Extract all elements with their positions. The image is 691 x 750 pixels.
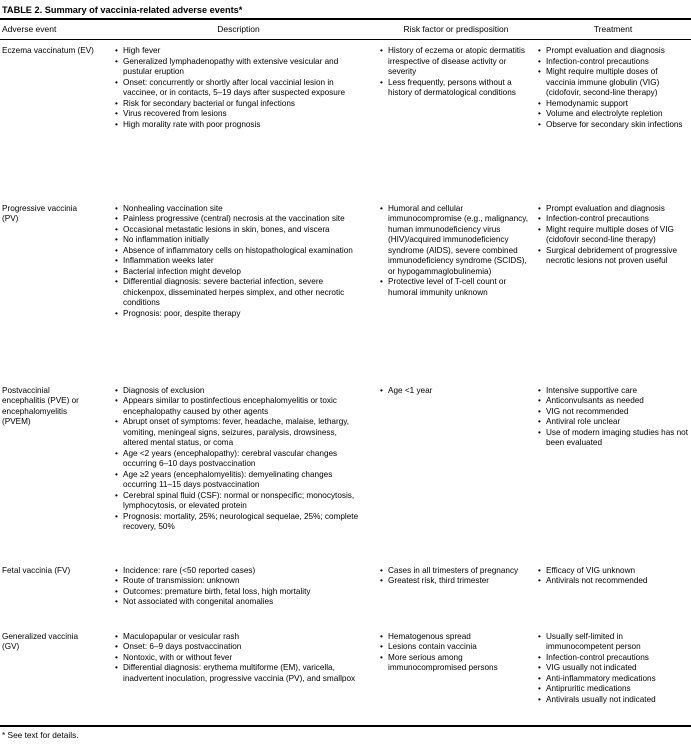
bullet-item: • Prompt evaluation and diagnosis — [538, 46, 689, 57]
bullet-item: • Painless progressive (central) necrosis at the vaccination site — [115, 214, 363, 225]
treatment-cell — [535, 40, 691, 198]
adverse-events-table — [0, 18, 691, 727]
bullet-item: • Usually self-limited in immunocompetent person — [538, 632, 689, 653]
bullet-item: • Antipruritic medications — [538, 684, 689, 695]
table-row — [0, 40, 691, 198]
treatment-bullet-list — [538, 566, 689, 587]
bullet-item: • Efficacy of VIG unknown — [538, 566, 689, 577]
table-row — [0, 198, 691, 380]
bullet-item: • Observe for secondary skin infections — [538, 120, 689, 131]
bullet-item: • Prompt evaluation and diagnosis — [538, 204, 689, 215]
bullet-item: • Humoral and cellular immunocompromise (e.g., malignancy, human immunodeficiency virus (HIV)/acquired immunodeficiency syndrome (AIDS), severe combined immunodeficiency syndrome (SCIDS), or hypogammaglobulinemia) — [380, 204, 529, 278]
description-cell — [100, 560, 377, 626]
bullet-item: • Onset: concurrently or shortly after local vaccinial lesion in vaccinee, or in contacts, 5–19 days after suspected exposure — [115, 78, 363, 99]
bullet-item: • VIG usually not indicated — [538, 663, 689, 674]
adverse-event-cell: Progressive vaccinia (PV) — [2, 203, 78, 223]
bullet-item: • Surgical debridement of progressive necrotic lesions not proven useful — [538, 246, 689, 267]
table-body — [0, 40, 691, 726]
bullet-item: • Route of transmission: unknown — [115, 576, 363, 587]
bullet-item: • Protective level of T-cell count or humoral immunity unknown — [380, 277, 529, 298]
risk-factor-cell — [377, 380, 535, 560]
bullet-item: • Prognosis: mortality, 25%; neurological sequelae, 25%; complete recovery, 50% — [115, 512, 363, 533]
bullet-item: • Onset: 6–9 days postvaccination — [115, 642, 363, 653]
bullet-item: • VIG not recommended — [538, 407, 689, 418]
bullet-item: • Incidence: rare (<50 reported cases) — [115, 566, 363, 577]
risk-factor-cell — [377, 560, 535, 626]
bullet-item: • Nonhealing vaccination site — [115, 204, 363, 215]
treatment-bullet-list — [538, 386, 689, 449]
adverse-event-cell: Postvaccinial encephalitis (PVE) or encephalomyelitis (PVEM) — [2, 385, 79, 426]
description-bullet-list — [115, 566, 363, 608]
bullet-item: • Inflammation weeks later — [115, 256, 363, 267]
bullet-item: • Age <2 years (encephalopathy): cerebral vascular changes occurring 6–10 days postvaccination — [115, 449, 363, 470]
bullet-item: • Volume and electrolyte repletion — [538, 109, 689, 120]
bullet-item: • Appears similar to postinfectious encephalomyelitis or toxic encephalopathy caused by other agents — [115, 396, 363, 417]
bullet-item: • Infection-control precautions — [538, 653, 689, 664]
table-row — [0, 626, 691, 726]
bullet-item: • Absence of inflammatory cells on histopathological examination — [115, 246, 363, 257]
treatment-cell — [535, 560, 691, 626]
treatment-cell — [535, 380, 691, 560]
risk-factor-bullet-list — [380, 386, 529, 397]
bullet-item: • Age <1 year — [380, 386, 529, 397]
bullet-item: • Intensive supportive care — [538, 386, 689, 397]
bullet-item: • Might require multiple doses of vaccinia immune globulin (VIG) (cidofovir, second-line therapy) — [538, 67, 689, 99]
bullet-item: • Bacterial infection might develop — [115, 267, 363, 278]
risk-factor-cell — [377, 40, 535, 198]
col-header-risk-factor: Risk factor or predisposition — [377, 19, 535, 40]
bullet-item: • Prognosis: poor, despite therapy — [115, 309, 363, 320]
adverse-event-cell: Eczema vaccinatum (EV) — [2, 46, 94, 55]
adverse-event-cell: Generalized vaccinia (GV) — [2, 631, 79, 651]
bullet-item: • High morality rate with poor prognosis — [115, 120, 363, 131]
risk-factor-bullet-list — [380, 46, 529, 99]
treatment-cell — [535, 626, 691, 726]
bullet-item: • Antiviral role unclear — [538, 417, 689, 428]
bullet-item: • Diagnosis of exclusion — [115, 386, 363, 397]
bullet-item: • Cerebral spinal fluid (CSF): normal or nonspecific; monocytosis, lymphocytosis, or elevated protein — [115, 491, 363, 512]
description-bullet-list — [115, 46, 363, 130]
col-header-treatment: Treatment — [535, 19, 691, 40]
description-bullet-list — [115, 632, 363, 685]
bullet-item: • More serious among immunocompromised persons — [380, 653, 529, 674]
bullet-item: • Anticonvulsants as needed — [538, 396, 689, 407]
description-cell — [100, 40, 377, 198]
risk-factor-bullet-list — [380, 566, 529, 587]
bullet-item: • Hematogenous spread — [380, 632, 529, 643]
bullet-item: • Nontoxic, with or without fever — [115, 653, 363, 664]
bullet-item: • History of eczema or atopic dermatitis irrespective of disease activity or severity — [380, 46, 529, 78]
bullet-item: • High fever — [115, 46, 363, 57]
description-cell — [100, 380, 377, 560]
adverse-event-cell: Fetal vaccinia (FV) — [2, 565, 71, 575]
bullet-item: • Less frequently, persons without a history of dermatological conditions — [380, 78, 529, 99]
risk-factor-bullet-list — [380, 204, 529, 299]
bullet-item: • Cases in all trimesters of pregnancy — [380, 566, 529, 577]
table-title: TABLE 2. Summary of vaccinia-related adverse events* — [2, 5, 243, 15]
bullet-item: • Virus recovered from lesions — [115, 109, 363, 120]
bullet-item: • Infection-control precautions — [538, 214, 689, 225]
bullet-item: • Outcomes: premature birth, fetal loss, high mortality — [115, 587, 363, 598]
bullet-item: • Risk for secondary bacterial or fungal infections — [115, 99, 363, 110]
table-row — [0, 560, 691, 626]
footnote: * See text for details. — [2, 729, 79, 740]
bullet-item: • No inflammation initially — [115, 235, 363, 246]
bullet-item: • Differential diagnosis: erythema multiforme (EM), varicella, inadvertent inoculation, progressive vaccinia (PV), and smallpox — [115, 663, 363, 684]
bullet-item: • Not associated with congenital anomalies — [115, 597, 363, 608]
bullet-item: • Infection-control precautions — [538, 57, 689, 68]
bullet-item: • Greatest risk, third trimester — [380, 576, 529, 587]
bullet-item: • Might require multiple doses of VIG (cidofovir second-line therapy) — [538, 225, 689, 246]
treatment-bullet-list — [538, 204, 689, 267]
bullet-item: • Maculopapular or vesicular rash — [115, 632, 363, 643]
risk-factor-cell — [377, 198, 535, 380]
table-row — [0, 380, 691, 560]
bullet-item: • Lesions contain vaccinia — [380, 642, 529, 653]
bullet-item: • Abrupt onset of symptoms: fever, headache, malaise, lethargy, vomiting, meningeal signs, seizures, paralysis, drowsiness, altered mental status, or coma — [115, 417, 363, 449]
description-bullet-list — [115, 204, 363, 320]
bullet-item: • Differential diagnosis: severe bacterial infection, severe chickenpox, disseminated herpes simplex, and other necrotic conditions — [115, 277, 363, 309]
bullet-item: • Hemodynamic support — [538, 99, 689, 110]
header-row — [0, 19, 691, 40]
bullet-item: • Antivirals not recommended — [538, 576, 689, 587]
bullet-item: • Antivirals usually not indicated — [538, 695, 689, 706]
treatment-cell — [535, 198, 691, 380]
bullet-item: • Generalized lymphadenopathy with extensive vesicular and pustular eruption — [115, 57, 363, 78]
col-header-description: Description — [100, 19, 377, 40]
risk-factor-bullet-list — [380, 632, 529, 674]
risk-factor-cell — [377, 626, 535, 726]
col-header-adverse-event: Adverse event — [0, 19, 100, 40]
treatment-bullet-list — [538, 632, 689, 706]
description-bullet-list — [115, 386, 363, 533]
description-cell — [100, 626, 377, 726]
treatment-bullet-list — [538, 46, 689, 130]
bullet-item: • Occasional metastatic lesions in skin, bones, and viscera — [115, 225, 363, 236]
description-cell — [100, 198, 377, 380]
bullet-item: • Age ≥2 years (encephalomyelitis): demyelinating changes occurring 11–15 days postvaccination — [115, 470, 363, 491]
bullet-item: • Anti-inflammatory medications — [538, 674, 689, 685]
bullet-item: • Use of modern imaging studies has not been evaluated — [538, 428, 689, 449]
